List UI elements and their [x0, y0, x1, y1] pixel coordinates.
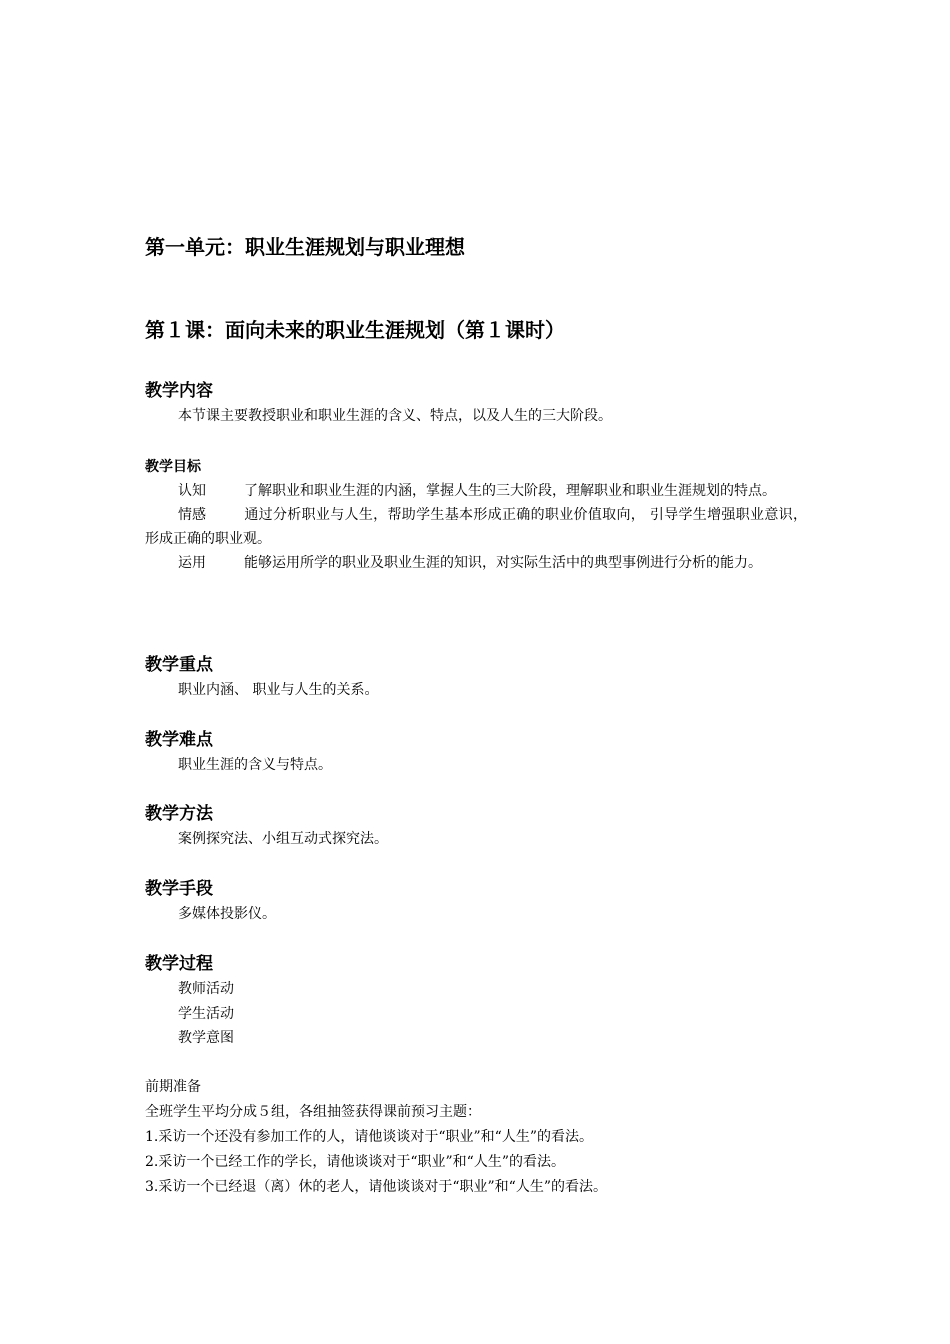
objective-cognition: [145, 479, 807, 503]
process-column-teacher: 教师活动: [178, 981, 234, 997]
section-heading-objectives: 教学目标: [145, 459, 201, 475]
process-column-intent: 教学意图: [178, 1030, 234, 1046]
section-heading-means: 教学手段: [145, 879, 213, 899]
key-points-text: 职业内涵、 职业与人生的关系。: [178, 682, 379, 698]
section-preparation: [145, 1075, 807, 1200]
objective-label: 运用: [178, 555, 206, 571]
objective-text: 了解职业和职业生涯的内涵，掌握人生的三大阶段，理解职业和职业生涯规划的特点。: [244, 483, 776, 499]
objective-label: 情感: [178, 507, 206, 523]
preparation-item: 1.采访一个还没有参加工作的人，请他谈谈对于“职业”和“人生”的看法。: [145, 1129, 593, 1145]
preparation-intro: 全班学生平均分成５组，各组抽签获得课前预习主题：: [145, 1104, 481, 1120]
lesson-title: 第１课：面向未来的职业生涯规划（第１课时）: [145, 318, 565, 342]
section-methods: [145, 801, 807, 851]
objective-label: 认知: [178, 483, 206, 499]
section-means: [145, 876, 807, 926]
section-difficulties: [145, 727, 807, 777]
preparation-title: 前期准备: [145, 1079, 201, 1095]
section-heading-process: 教学过程: [145, 954, 213, 974]
difficulties-text: 职业生涯的含义与特点。: [178, 757, 332, 773]
section-process: [145, 951, 807, 1051]
section-objectives: [145, 455, 807, 575]
section-heading-methods: 教学方法: [145, 804, 213, 824]
preparation-item: 3.采访一个已经退（离）休的老人，请他谈谈对于“职业”和“人生”的看法。: [145, 1179, 607, 1195]
unit-title: 第一单元：职业生涯规划与职业理想: [145, 235, 465, 259]
section-content: [145, 378, 807, 428]
section-key-points: [145, 652, 807, 702]
methods-text: 案例探究法、小组互动式探究法。: [178, 831, 388, 847]
objective-emotion: [145, 503, 807, 551]
section-heading-key-points: 教学重点: [145, 655, 213, 675]
section-heading-difficulties: 教学难点: [145, 730, 213, 750]
objective-text: 通过分析职业与人生，帮助学生基本形成正确的职业价值取向， 引导学生增强职业意识，形成正确的职业观。: [145, 507, 807, 547]
content-text: 本节课主要教授职业和职业生涯的含义、特点，以及人生的三大阶段。: [178, 408, 612, 424]
objective-application: [145, 551, 807, 575]
means-text: 多媒体投影仪。: [178, 906, 276, 922]
objective-text: 能够运用所学的职业及职业生涯的知识，对实际生活中的典型事例进行分析的能力。: [244, 555, 762, 571]
preparation-item: 2.采访一个已经工作的学长，请他谈谈对于“职业”和“人生”的看法。: [145, 1154, 565, 1170]
section-heading-content: 教学内容: [145, 381, 213, 401]
process-column-student: 学生活动: [178, 1005, 234, 1022]
